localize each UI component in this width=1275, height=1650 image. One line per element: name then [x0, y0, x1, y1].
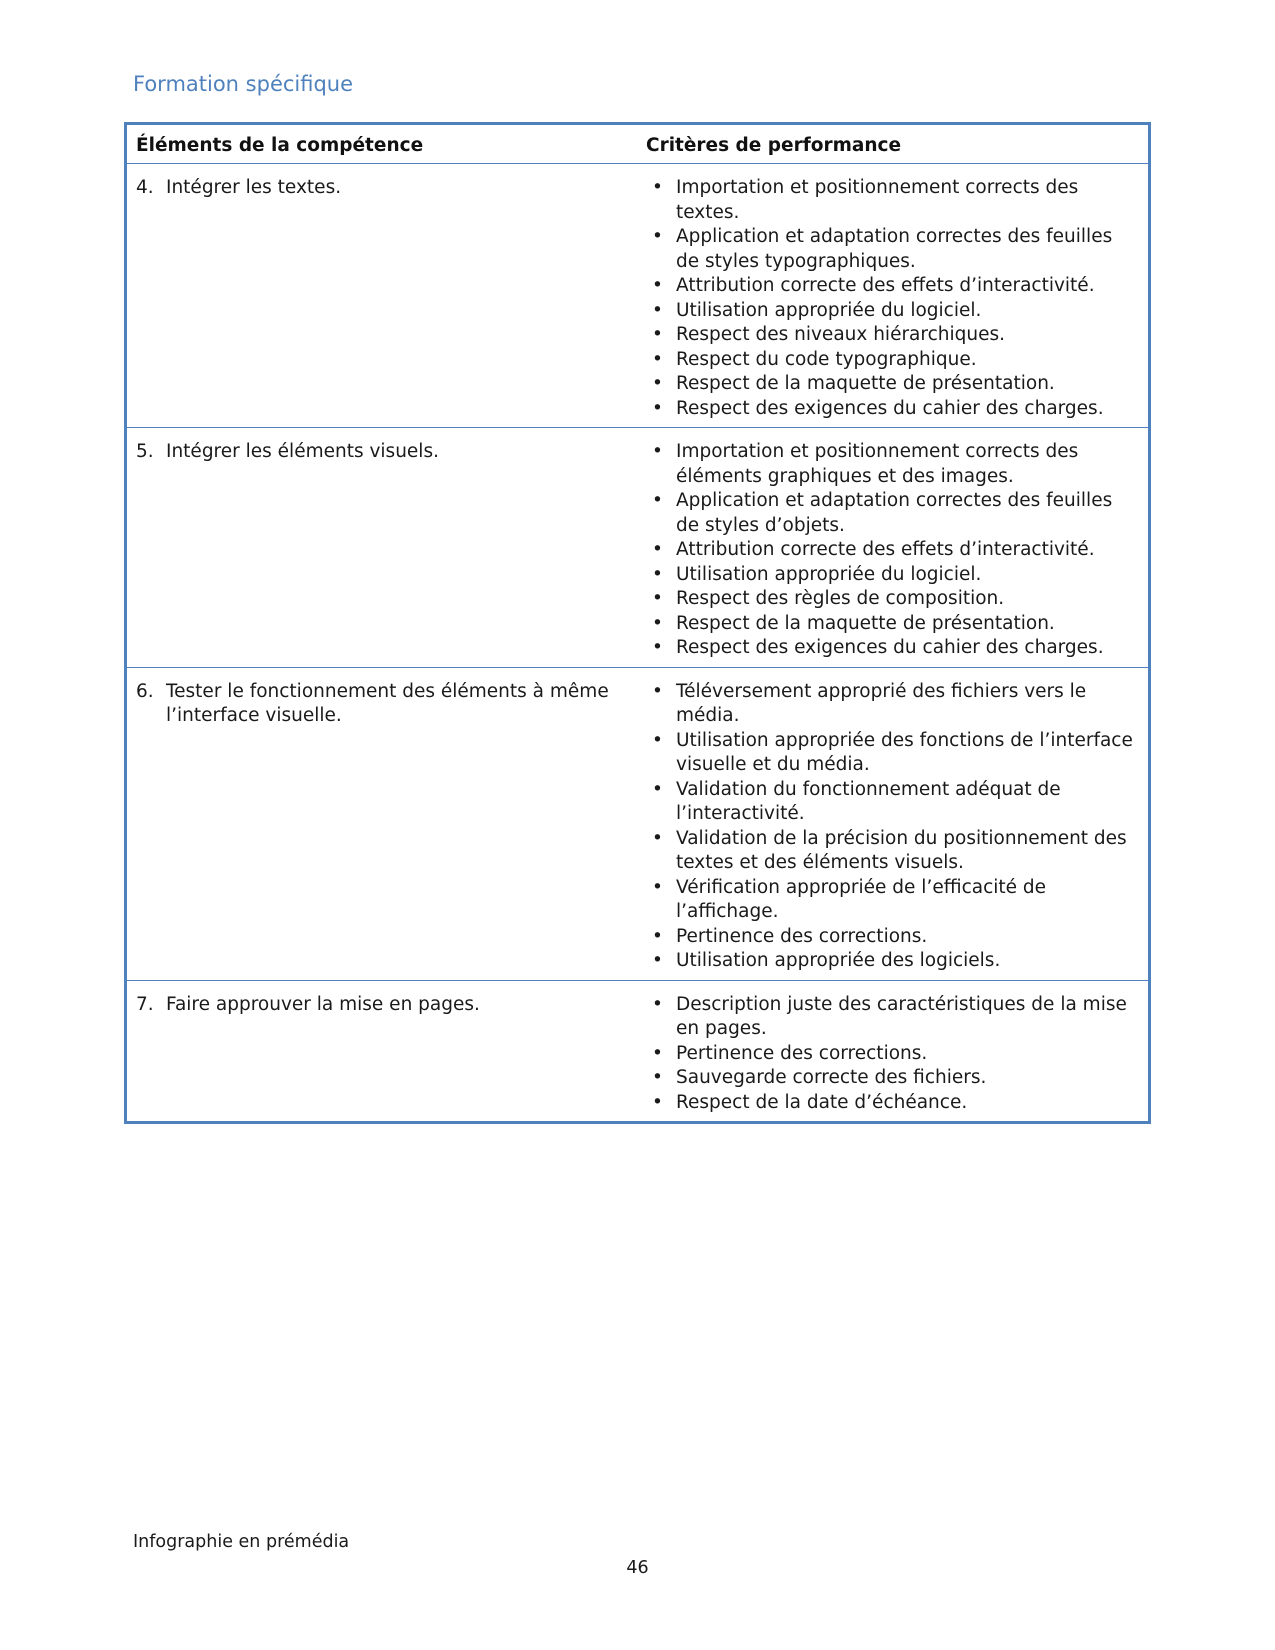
performance-criteria-cell — [637, 428, 1150, 668]
bullet-icon — [646, 680, 676, 729]
criterion-text: Validation de la précision du positionnement des textes et des éléments visuels. — [676, 827, 1127, 873]
criterion-text: Importation et positionnement corrects des textes. — [676, 177, 1079, 223]
table-row — [126, 980, 1150, 1123]
bullet-icon — [646, 563, 676, 588]
bullet-icon — [646, 225, 676, 274]
criterion-text: Validation du fonctionnement adéquat de l’interactivité. — [676, 778, 1061, 824]
competence-element-cell — [126, 428, 638, 668]
list-item — [646, 993, 1140, 1042]
list-item — [646, 827, 1140, 876]
criterion-text: Pertinence des corrections. — [676, 1042, 928, 1064]
list-item — [646, 778, 1140, 827]
performance-criteria-cell — [637, 164, 1150, 428]
criterion-text: Pertinence des corrections. — [676, 925, 928, 947]
criteria-list — [637, 428, 1148, 667]
list-item — [646, 348, 1140, 373]
list-item — [646, 225, 1140, 274]
criterion-text: Respect de la maquette de présentation. — [676, 612, 1055, 634]
bullet-icon — [646, 876, 676, 925]
criterion-text: Attribution correcte des effets d’interactivité. — [676, 275, 1095, 296]
element-number: 5. — [136, 441, 154, 462]
table-row — [126, 428, 1150, 668]
table-row — [126, 667, 1150, 980]
bullet-icon — [646, 993, 676, 1042]
bullet-icon — [646, 1042, 676, 1067]
list-item — [646, 489, 1140, 538]
criterion-text: Attribution correcte des effets d’interactivité. — [676, 539, 1095, 560]
list-item — [646, 299, 1140, 324]
criterion-text: Respect des exigences du cahier des charges. — [676, 637, 1104, 658]
bullet-icon — [646, 274, 676, 299]
bullet-icon — [646, 612, 676, 637]
bullet-icon — [646, 925, 676, 950]
competence-element-cell — [126, 980, 638, 1123]
criterion-text: Utilisation appropriée du logiciel. — [676, 563, 982, 585]
criterion-text: Respect des exigences du cahier des charges. — [676, 397, 1104, 419]
competence-element-cell — [126, 667, 638, 980]
list-item — [646, 949, 1140, 974]
criterion-text: Respect de la date d’échéance. — [676, 1091, 968, 1113]
bullet-icon — [646, 372, 676, 397]
criterion-text: Respect des règles de composition. — [676, 588, 1005, 609]
list-item — [646, 323, 1140, 348]
bullet-icon — [646, 489, 676, 538]
criterion-text: Application et adaptation correctes des feuilles de styles typographiques. — [676, 226, 1113, 272]
competence-element — [127, 164, 637, 210]
bullet-icon — [646, 348, 676, 373]
criteria-list — [637, 164, 1148, 427]
bullet-icon — [646, 299, 676, 324]
competence-element — [127, 668, 637, 738]
competence-element — [127, 981, 637, 1027]
element-number: 7. — [136, 993, 154, 1015]
bullet-icon — [646, 778, 676, 827]
element-text: Faire approuver la mise en pages. — [166, 993, 480, 1015]
bullet-icon — [646, 323, 676, 348]
competence-table — [124, 122, 1151, 1124]
list-item — [646, 1066, 1140, 1091]
list-item — [646, 636, 1140, 661]
bullet-icon — [646, 636, 676, 661]
list-item — [646, 274, 1140, 299]
criterion-text: Description juste des caractéristiques de la mise en pages. — [676, 993, 1127, 1039]
bullet-icon — [646, 397, 676, 422]
performance-criteria-cell — [637, 980, 1150, 1123]
criterion-text: Application et adaptation correctes des feuilles de styles d’objets. — [676, 490, 1113, 536]
table-row — [126, 164, 1150, 428]
page-number: 46 — [626, 1558, 649, 1578]
criterion-text: Téléversement approprié des fichiers vers le média. — [676, 680, 1087, 726]
criteria-list — [637, 668, 1148, 980]
bullet-icon — [646, 1066, 676, 1091]
list-item — [646, 538, 1140, 563]
table-header-row — [126, 124, 1150, 164]
list-item — [646, 176, 1140, 225]
criterion-text: Utilisation appropriée du logiciel. — [676, 299, 982, 321]
bullet-icon — [646, 440, 676, 489]
criteria-list — [637, 981, 1148, 1122]
bullet-icon — [646, 827, 676, 876]
section-title: Formation spécifique — [133, 72, 354, 96]
element-text: Intégrer les éléments visuels. — [166, 441, 439, 462]
element-number: 6. — [136, 680, 154, 702]
list-item — [646, 612, 1140, 637]
criterion-text: Respect des niveaux hiérarchiques. — [676, 324, 1005, 345]
element-number: 4. — [136, 177, 154, 198]
list-item — [646, 876, 1140, 925]
list-item — [646, 925, 1140, 950]
criterion-text: Sauvegarde correcte des fichiers. — [676, 1067, 987, 1088]
table-body — [126, 164, 1150, 1123]
criterion-text: Respect de la maquette de présentation. — [676, 373, 1055, 394]
competence-element — [127, 428, 637, 474]
bullet-icon — [646, 587, 676, 612]
criterion-text: Vérification appropriée de l’efficacité de l’affichage. — [676, 876, 1047, 922]
criterion-text: Importation et positionnement corrects des éléments graphiques et des images. — [676, 441, 1079, 487]
element-text: Intégrer les textes. — [166, 177, 342, 198]
list-item — [646, 680, 1140, 729]
performance-criteria-cell — [637, 667, 1150, 980]
bullet-icon — [646, 176, 676, 225]
bullet-icon — [646, 949, 676, 974]
element-text: Tester le fonctionnement des éléments à même l’interface visuelle. — [166, 680, 609, 726]
footer-document-title: Infographie en prémédia — [133, 1532, 350, 1552]
bullet-icon — [646, 729, 676, 778]
competence-element-cell — [126, 164, 638, 428]
bullet-icon — [646, 1091, 676, 1116]
bullet-icon — [646, 538, 676, 563]
column-header-elements: Éléments de la compétence — [126, 124, 638, 164]
list-item — [646, 372, 1140, 397]
list-item — [646, 587, 1140, 612]
list-item — [646, 1042, 1140, 1067]
criterion-text: Utilisation appropriée des logiciels. — [676, 950, 1001, 971]
list-item — [646, 729, 1140, 778]
criterion-text: Utilisation appropriée des fonctions de l’interface visuelle et du média. — [676, 729, 1133, 775]
list-item — [646, 440, 1140, 489]
column-header-criteria: Critères de performance — [637, 124, 1150, 164]
list-item — [646, 397, 1140, 422]
criterion-text: Respect du code typographique. — [676, 348, 977, 370]
list-item — [646, 563, 1140, 588]
list-item — [646, 1091, 1140, 1116]
